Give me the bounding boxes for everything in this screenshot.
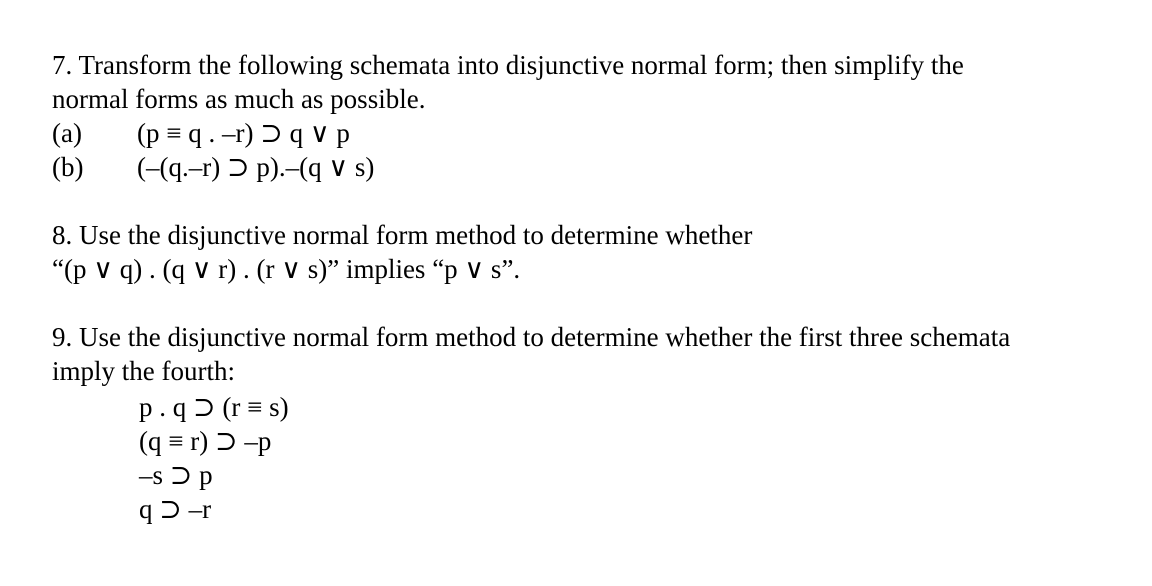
problem-7-item-b — [52, 150, 1112, 184]
problem-8-text-line-1: 8. Use the disjunctive normal form method to determine whether — [52, 220, 753, 250]
schema-1: p . q ⊃ (r ≡ s) — [139, 392, 289, 422]
problem-7-item-a — [52, 116, 1112, 150]
document-body — [52, 48, 1112, 526]
schema-4: q ⊃ –r — [139, 494, 212, 524]
problem-8-text-line-2: “(p ∨ q) . (q ∨ r) . (r ∨ s)” implies “p ∨ s”. — [52, 254, 521, 284]
problem-9-text-line-1: 9. Use the disjunctive normal form method to determine whether the first three schemata — [52, 322, 1011, 352]
item-b-formula: (–(q.–r) ⊃ p).–(q ∨ s) — [137, 152, 375, 182]
schema-2: (q ≡ r) ⊃ –p — [139, 426, 272, 456]
item-a-label: (a) — [52, 118, 82, 148]
problem-9-schemata-list — [52, 390, 1112, 526]
schema-3: –s ⊃ p — [139, 460, 213, 490]
problem-7-text-line-2: normal forms as much as possible. — [52, 84, 426, 114]
item-a-formula: (p ≡ q . –r) ⊃ q ∨ p — [137, 118, 350, 148]
problem-9-text-line-2: imply the fourth: — [52, 356, 235, 386]
problem-7-text-line-1: 7. Transform the following schemata into disjunctive normal form; then simplify the — [52, 50, 964, 80]
problem-9 — [52, 320, 1112, 526]
problem-7 — [52, 48, 1112, 184]
problem-8 — [52, 218, 1112, 286]
item-b-label: (b) — [52, 152, 84, 182]
